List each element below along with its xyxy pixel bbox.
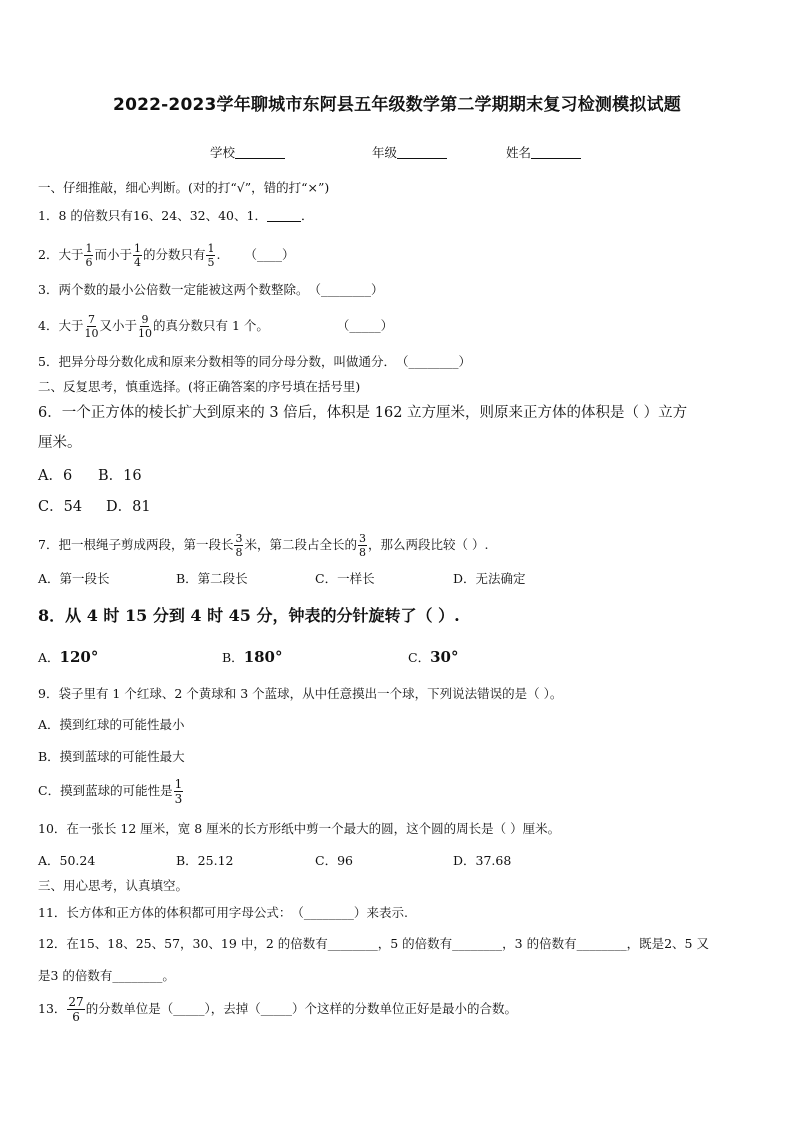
q8-option-c-value: 30° [430, 648, 459, 666]
fraction [234, 533, 243, 558]
q9-option-c-text: C．摸到蓝球的可能性是 [38, 783, 173, 798]
numerator: 9 [141, 313, 149, 326]
q11-text-a: 11．长方体和正方体的体积都可用字母公式： [38, 905, 292, 920]
q9-option-a[interactable]: A．摸到红球的可能性最小 [38, 717, 185, 732]
q2-text-a: 2．大于 [38, 247, 84, 262]
q5-text: 5．把异分母分数化成和原来分数相等的同分母分数，叫做通分． [38, 354, 396, 369]
question-9: 9．袋子里有 1 个红球、2 个黄球和 3 个蓝球，从中任意摸出一个球，下列说法错误的是（ ）。 [38, 686, 563, 701]
q8-option-b-value: 180° [243, 648, 283, 666]
name-blank[interactable] [531, 146, 581, 159]
question-8: 8．从 4 时 15 分到 4 时 45 分，钟表的分针旋转了（ ）. [38, 606, 460, 625]
q7-text-a: 7．把一根绳子剪成两段，第一段长 [38, 537, 234, 552]
fraction [174, 778, 184, 805]
q2-answer-paren[interactable]: （____） [244, 247, 295, 262]
q8-option-a[interactable] [38, 650, 98, 665]
denominator: 8 [358, 546, 366, 559]
question-7 [38, 533, 488, 558]
question-12-line1: 12．在15、18、25、57，30、19 中，2 的倍数有________，5 的倍数有________，3 的倍数有________，既是2、5 又 [38, 936, 709, 951]
question-12-line2: 是3 的倍数有________。 [38, 968, 175, 983]
q13-text-a: 13． [38, 1001, 67, 1016]
numerator: 3 [235, 532, 243, 545]
q2-text-c: 的分数只有 [142, 247, 206, 262]
q4-text-a: 4．大于 [38, 318, 84, 333]
q1-end: ． [300, 208, 314, 223]
numerator: 27 [68, 995, 84, 1009]
denominator: 10 [137, 327, 152, 340]
question-10: 10．在一张长 12 厘米，宽 8 厘米的长方形纸中剪一个最大的圆，这个圆的周长是（ ）厘米。 [38, 821, 561, 836]
q10-option-b[interactable]: B．25.12 [176, 853, 234, 868]
q5-answer-paren[interactable]: （________） [395, 354, 471, 369]
school-field[interactable] [210, 143, 285, 161]
question-6-line1: 6．一个正方体的棱长扩大到原来的 3 倍后，体积是 162 立方厘米，则原来正方体的体积是（ ）立方 [38, 405, 688, 421]
q3-text: 3．两个数的最小公倍数一定能被这两个数整除。 [38, 282, 309, 297]
q7-option-c[interactable]: C．一样长 [315, 571, 375, 586]
denominator: 5 [207, 256, 215, 269]
q7-option-d[interactable]: D．无法确定 [453, 571, 526, 586]
q13-text-b: 的分数单位是（_____），去掉（_____）个这样的分数单位正好是最小的合数。 [85, 1001, 517, 1016]
question-4 [38, 314, 393, 339]
q10-option-c[interactable]: C．96 [315, 853, 353, 868]
q7-text-c: ，那么两段比较（ ）. [367, 537, 489, 552]
numerator: 1 [174, 777, 183, 791]
grade-blank[interactable] [397, 146, 447, 159]
q4-answer-paren[interactable]: （_____） [336, 318, 394, 333]
fraction [67, 996, 84, 1023]
question-3 [38, 284, 383, 297]
name-label: 姓名 [506, 145, 532, 160]
q1-blank[interactable] [267, 209, 301, 222]
q9-option-c[interactable] [38, 778, 184, 805]
grade-label: 年级 [372, 145, 398, 160]
q8-option-b-label: B． [222, 650, 244, 665]
school-blank[interactable] [235, 146, 285, 159]
question-1 [38, 209, 313, 223]
question-11 [38, 907, 408, 920]
question-2 [38, 243, 294, 268]
q4-text-c: 的真分数只有 1 个。 [152, 318, 269, 333]
numerator: 1 [207, 242, 215, 255]
fraction [84, 314, 98, 339]
section-2-heading: 二、反复思考，慎重选择。(将正确答案的序号填在括号里) [38, 379, 361, 394]
numerator: 3 [358, 532, 366, 545]
q9-option-b[interactable]: B．摸到蓝球的可能性最大 [38, 749, 185, 764]
denominator: 6 [85, 256, 93, 269]
fraction [133, 243, 142, 268]
q3-answer-paren[interactable]: （________） [308, 282, 384, 297]
numerator: 1 [133, 242, 141, 255]
denominator: 3 [174, 792, 183, 806]
denominator: 4 [133, 256, 141, 269]
q8-option-a-label: A． [38, 650, 60, 665]
q6-option-d[interactable]: D．81 [106, 499, 151, 515]
fraction [206, 243, 215, 268]
q6-option-c[interactable]: C．54 [38, 499, 83, 515]
q1-text: 1．8 的倍数只有16、24、32、40、1． [38, 208, 267, 223]
q2-text-d: . [216, 247, 221, 262]
denominator: 6 [72, 1010, 80, 1024]
q8-option-c[interactable] [408, 650, 458, 665]
q7-text-b: 米，第二段占全长的 [244, 537, 357, 552]
question-5 [38, 356, 471, 369]
numerator: 1 [85, 242, 93, 255]
q7-option-a[interactable]: A．第一段长 [38, 571, 110, 586]
grade-field[interactable] [372, 143, 447, 161]
denominator: 10 [84, 327, 99, 340]
fraction [84, 243, 93, 268]
fraction [138, 314, 152, 339]
fraction [358, 533, 367, 558]
q8-option-b[interactable] [222, 650, 283, 665]
q8-option-a-value: 120° [59, 648, 99, 666]
q11-text-b: 来表示. [366, 905, 408, 920]
q10-option-a[interactable]: A．50.24 [38, 853, 96, 868]
section-1-heading: 一、仔细推敲，细心判断。(对的打“√”，错的打“×”) [38, 180, 330, 195]
q6-option-a[interactable]: A．6 [38, 468, 73, 484]
q2-text-b: 而小于 [94, 247, 132, 262]
q6-option-b[interactable]: B．16 [98, 468, 142, 484]
q8-option-c-label: C． [408, 650, 431, 665]
q10-option-d[interactable]: D．37.68 [453, 853, 512, 868]
q4-text-b: 又小于 [99, 318, 137, 333]
q7-option-b[interactable]: B．第二段长 [176, 571, 248, 586]
page-title: 2022-2023学年聊城市东阿县五年级数学第二学期期末复习检测模拟试题 [113, 95, 681, 115]
name-field[interactable] [506, 143, 581, 161]
question-6-line2: 厘米。 [38, 435, 82, 451]
section-3-heading: 三、用心思考，认真填空。 [38, 878, 189, 893]
school-label: 学校 [210, 145, 236, 160]
question-13 [38, 996, 517, 1023]
numerator: 7 [87, 313, 95, 326]
q11-answer-paren[interactable]: （________） [291, 905, 367, 920]
denominator: 8 [235, 546, 243, 559]
